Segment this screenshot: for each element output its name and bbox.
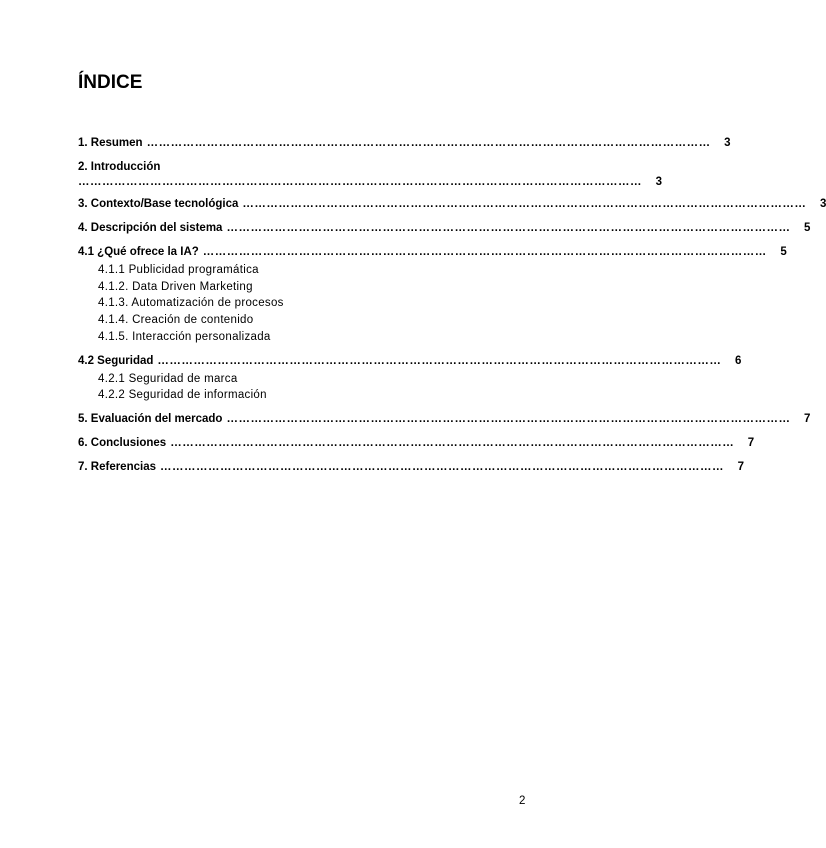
toc-entry-descripcion[interactable]: [78, 222, 811, 234]
leader-dots: ……………………………………………………………………………………………………………………………: [226, 222, 791, 234]
leader-dots: ……………………………………………………………………………………………………………………………: [160, 461, 724, 473]
toc-entry-conclusiones[interactable]: [78, 437, 755, 449]
toc-subentry[interactable]: 4.1.1 Publicidad programática: [98, 264, 259, 276]
page-title: ÍNDICE: [78, 72, 143, 93]
toc-page-number: 3: [820, 198, 826, 210]
leader-dots: ……………………………………………………………………………………………………………………………: [202, 246, 767, 258]
page-number: 2: [519, 795, 526, 807]
leader-dots: ……………………………………………………………………………………………………………………………: [242, 198, 807, 210]
leader-dots: ……………………………………………………………………………………………………………………………: [170, 437, 735, 449]
toc-page-number: 6: [735, 355, 742, 367]
leader-dots: ……………………………………………………………………………………………………………………………: [146, 137, 711, 149]
toc-subentry[interactable]: 4.1.2. Data Driven Marketing: [98, 281, 253, 293]
toc-entry-label: 2. Introducción: [78, 161, 161, 173]
toc-page-number: 5: [780, 246, 787, 258]
toc-entry-label: 4.1 ¿Qué ofrece la IA?: [78, 246, 199, 258]
toc-entry-label: 1. Resumen: [78, 137, 143, 149]
toc-entry-label: 5. Evaluación del mercado: [78, 413, 223, 425]
toc-entry-referencias[interactable]: [78, 461, 744, 473]
toc-entry-label: 4.2 Seguridad: [78, 355, 154, 367]
toc-subentry[interactable]: 4.2.1 Seguridad de marca: [98, 373, 238, 385]
toc-entry-label: 4. Descripción del sistema: [78, 222, 223, 234]
toc-page-number: 7: [804, 413, 811, 425]
toc-subentry[interactable]: 4.1.3. Automatización de procesos: [98, 297, 284, 309]
toc-page-number: 5: [804, 222, 811, 234]
toc-page-number: 3: [724, 137, 731, 149]
toc-entry-resumen[interactable]: [78, 137, 731, 149]
toc-entry-evaluacion[interactable]: [78, 413, 811, 425]
toc-subentry[interactable]: 4.2.2 Seguridad de información: [98, 389, 267, 401]
toc-entry-label: 3. Contexto/Base tecnológica: [78, 198, 239, 210]
toc-entry-introduccion[interactable]: [78, 161, 662, 188]
toc-page-number: 7: [747, 437, 755, 449]
leader-dots: ……………………………………………………………………………………………………………………………: [78, 176, 642, 188]
toc-page-number: 3: [655, 176, 662, 188]
toc-entry-label: 6. Conclusiones: [78, 437, 167, 449]
toc-entry-contexto[interactable]: [78, 198, 826, 210]
toc-subentry[interactable]: 4.1.4. Creación de contenido: [98, 314, 254, 326]
toc-entry-label: 7. Referencias: [78, 461, 156, 473]
toc-subentry[interactable]: 4.1.5. Interacción personalizada: [98, 331, 271, 343]
leader-dots: ……………………………………………………………………………………………………………………………: [226, 413, 791, 425]
toc-page-number: 7: [737, 461, 744, 473]
toc-entry-que-ofrece-ia[interactable]: [78, 246, 787, 258]
toc-entry-seguridad[interactable]: [78, 355, 742, 367]
leader-dots: ……………………………………………………………………………………………………………………………: [157, 355, 722, 367]
